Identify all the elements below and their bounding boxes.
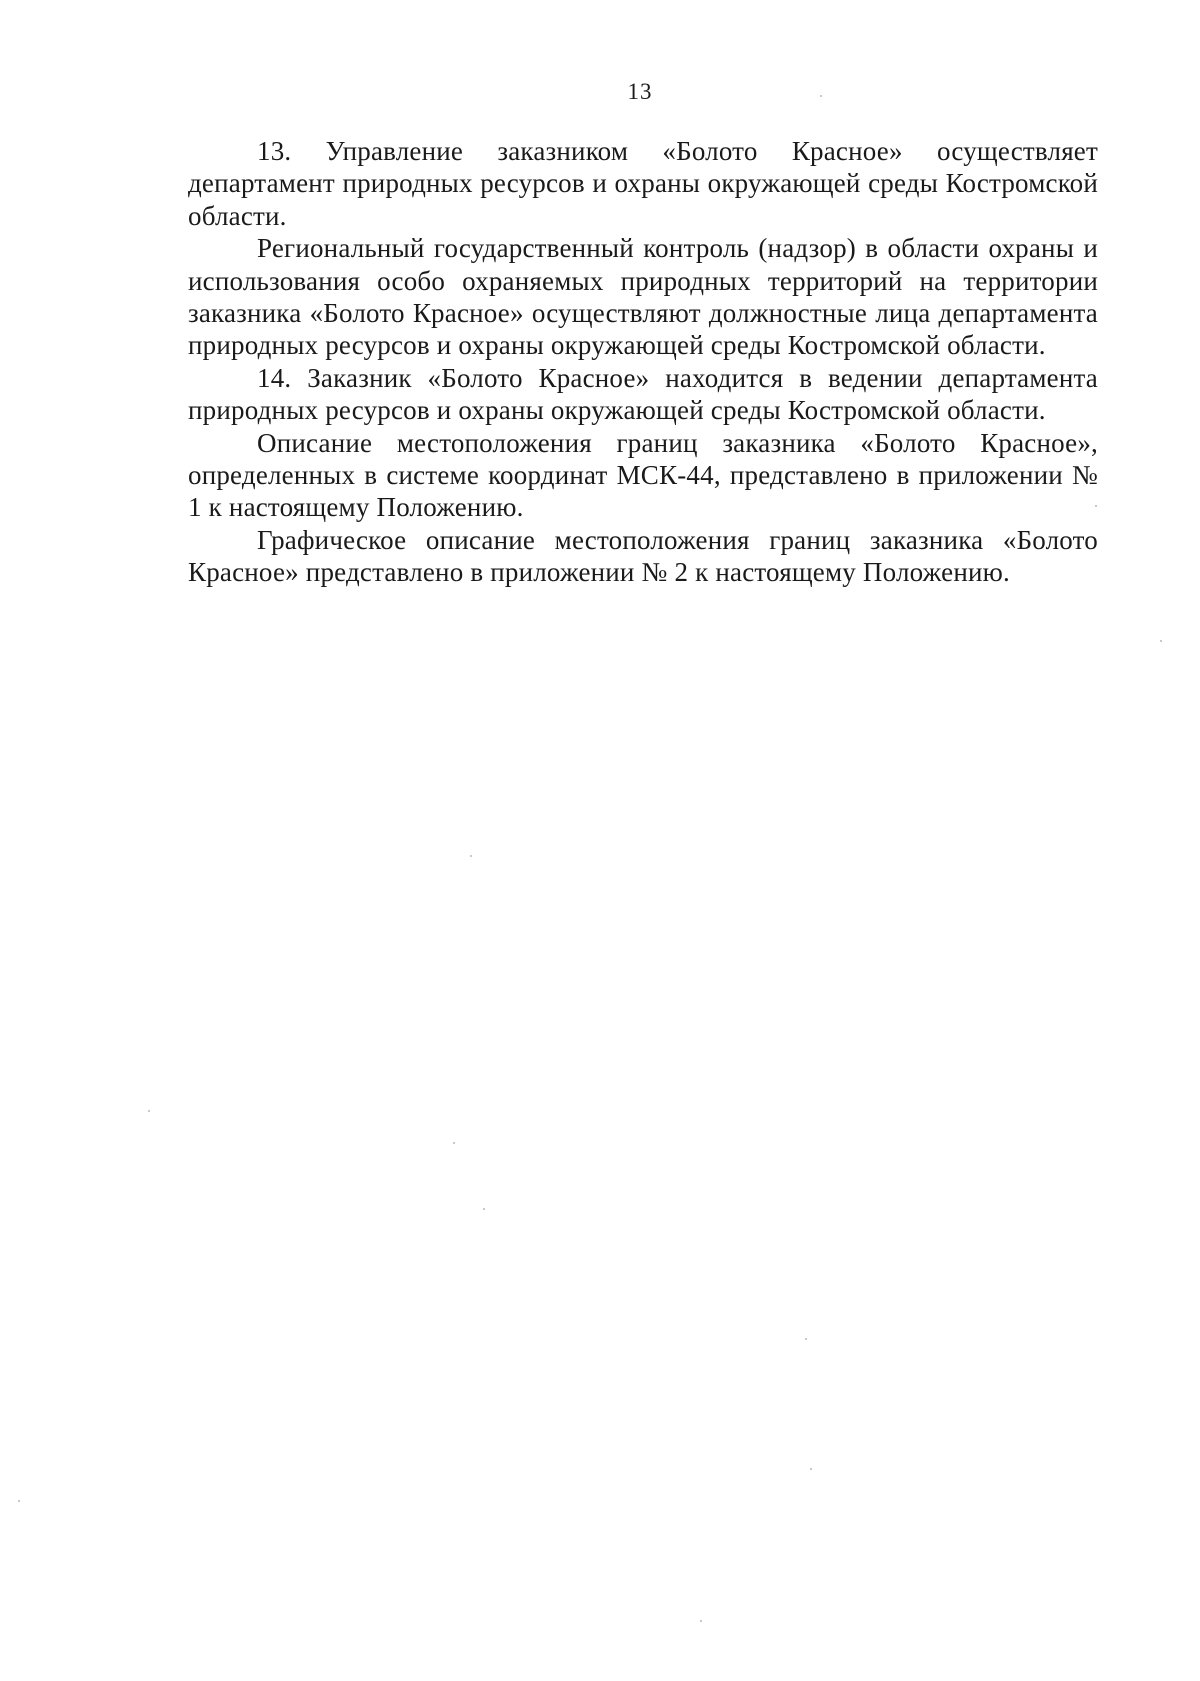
scan-speck bbox=[18, 1500, 20, 1502]
paragraph-regional-control: Региональный государственный контроль (надзор) в области охраны и использования особо охраняемых природных территорий на территории заказника «Болото Красное» осуществляют должностные лица департамента природных ресурсов и охраны окружающей среды Костромской области. bbox=[188, 233, 1098, 361]
document-body bbox=[188, 135, 1098, 589]
page-number: 13 bbox=[627, 79, 653, 104]
scan-speck bbox=[700, 1620, 702, 1622]
scan-speck bbox=[1160, 640, 1162, 642]
scan-speck bbox=[1095, 505, 1097, 507]
scan-speck bbox=[810, 1468, 812, 1470]
paragraph-13-management: 13. Управление заказником «Болото Красное» осуществляет департамент природных ресурсов и охраны окружающей среды Костромской области. bbox=[188, 136, 1098, 231]
scan-speck bbox=[820, 95, 822, 97]
scan-speck bbox=[453, 1142, 455, 1144]
scan-speck bbox=[805, 1338, 807, 1340]
paragraph-graphic-description: Графическое описание местоположения границ заказника «Болото Красное» представлено в приложении № 2 к настоящему Положению. bbox=[188, 524, 1098, 588]
scan-speck bbox=[148, 1110, 150, 1112]
paragraph-boundaries-description: Описание местоположения границ заказника «Болото Красное», определенных в системе координат МСК-44, представлено в приложении № 1 к настоящему Положению. bbox=[188, 427, 1098, 523]
scan-speck bbox=[483, 1208, 485, 1210]
paragraph-14-jurisdiction: 14. Заказник «Болото Красное» находится в ведении департамента природных ресурсов и охраны окружающей среды Костромской области. bbox=[188, 362, 1098, 426]
scan-speck bbox=[470, 855, 472, 857]
